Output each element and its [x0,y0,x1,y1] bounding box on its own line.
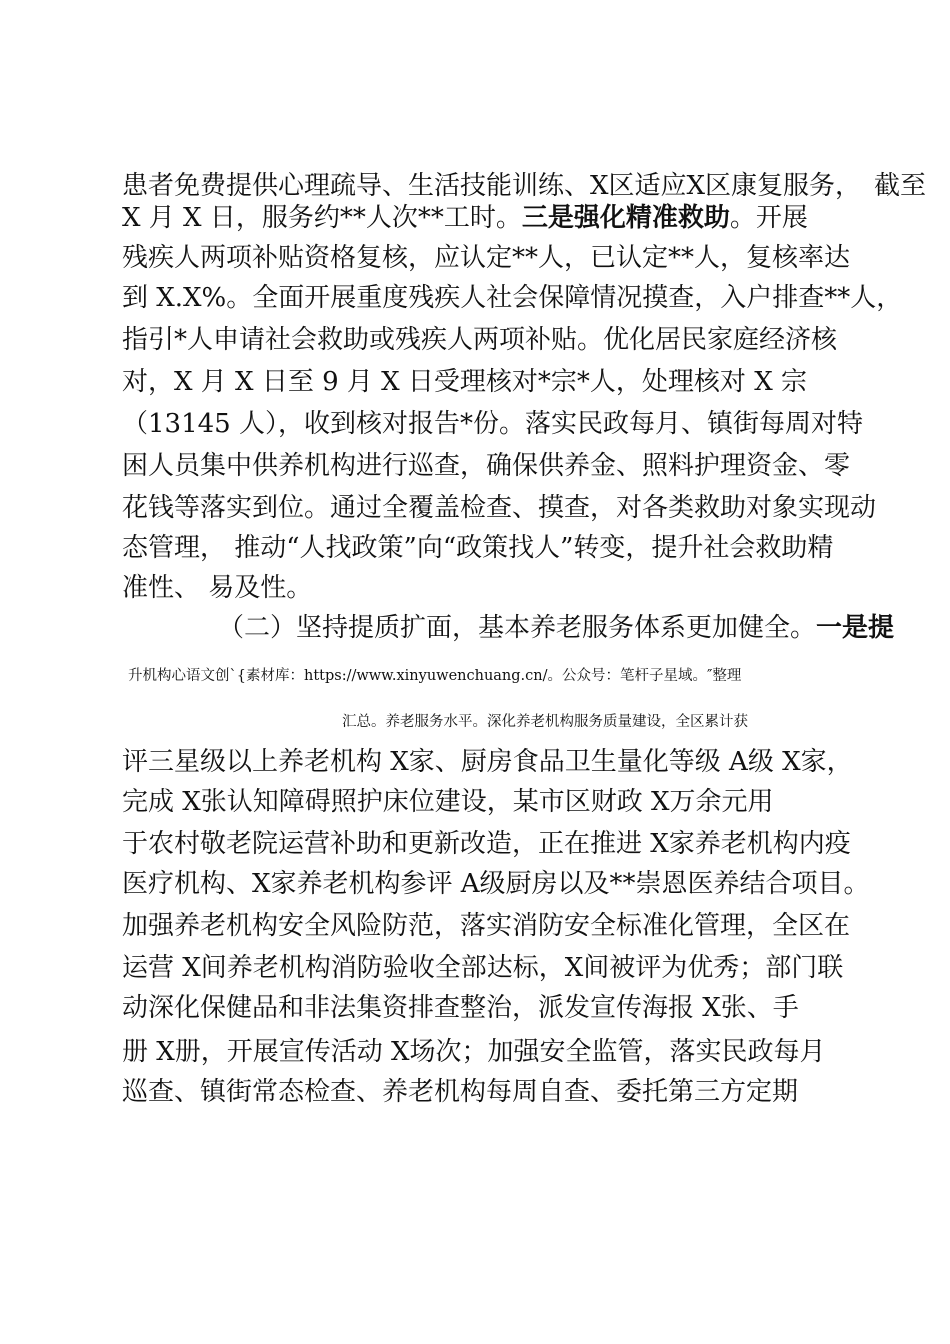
text-line [122,526,950,570]
text-span: 册 X册，开展宣传活动 X场次；加强安全监管，落实民政每月 [122,1037,826,1067]
text-span: （13145 人），收到核对报告*份。落实民政每月、镇街每周对特 [122,409,863,439]
text-span: 医疗机构、X家养老机构参评 A级厨房以及**崇恩医养结合项目。 [122,869,870,899]
text-span: 加强养老机构安全风险防范，落实消防安全标准化管理，全区在 [122,911,851,941]
text-line [122,276,950,320]
text-line [122,946,950,990]
text-line [122,740,950,784]
text-span: 完成 X张认知障碍照护床位建设，某市区财政 X万余元用 [122,787,774,817]
text-line [122,360,950,404]
text-line [122,780,950,824]
text-line [122,822,950,866]
text-span: 于农村敬老院运营补助和更新改造，正在推进 X家养老机构内疫 [122,829,851,859]
section-heading-line [218,606,950,650]
text-line [122,402,950,446]
text-span: 对，X 月 X 日至 9 月 X 日受理核对*宗*人，处理核对 X 宗 [122,367,807,397]
text-span: 准性、 易及性。 [122,573,313,603]
text-span: 动深化保健品和非法集资排查整治，派发宣传海报 X张、手 [122,993,799,1023]
text-line [122,1070,950,1114]
text-span: 患者免费提供心理疏导、生活技能训练、X区适应X区康复服务， [122,171,849,201]
text-line [122,444,950,488]
text-span: 汇总。养老服务水平。深化养老机构服务质量建设，全区累计获 [342,714,748,730]
text-span: 困人员集中供养机构进行巡查，确保供养金、照料护理资金、零 [122,451,851,481]
text-span: 花钱等落实到位。通过全覆盖检查、摸查，对各类救助对象实现动 [122,493,877,523]
text-line [122,862,950,906]
text-line [122,986,950,1030]
text-line [122,236,950,280]
text-span: 升机构心语文创`{素材库：https://www.xinyuwenchuang.cn/。公众号：笔杆子星域。″整理 [128,668,742,684]
text-span: 评三星级以上养老机构 X家、厨房食品卫生量化等级 A级 X家， [122,747,853,777]
text-line [122,1030,950,1074]
watermark-text-line [342,710,950,734]
text-span: 态管理， 推动“人找政策”向“政策找人”转变，提升社会救助精 [122,533,834,563]
text-span: （二）坚持提质扩面，基本养老服务体系更加健全。 [218,613,817,643]
text-line [122,904,950,948]
text-line [122,318,950,362]
text-span: X 月 X 日，服务约**人次**工时。 [122,203,522,233]
text-line [122,486,950,530]
text-span: 巡查、镇街常态检查、养老机构每周自查、委托第三方定期 [122,1077,799,1107]
text-line [122,196,950,240]
text-span: 指引*人申请社会救助或残疾人两项补贴。优化居民家庭经济核 [122,325,838,355]
text-span: 截至 [848,171,927,201]
watermark-text-line [128,664,950,688]
bold-heading-span: 三是强化精准救助 [521,203,730,233]
text-span: 运营 X间养老机构消防验收全部达标，X间被评为优秀；部门联 [122,953,844,983]
text-span: 残疾人两项补贴资格复核，应认定**人，已认定**人，复核率达 [122,243,851,273]
text-span: 。开展 [729,203,808,233]
bold-heading-span: 一是提 [816,613,895,643]
text-span: 到 X.X%。全面开展重度残疾人社会保障情况摸查，入户排查**人， [122,283,903,313]
text-line [122,566,950,610]
